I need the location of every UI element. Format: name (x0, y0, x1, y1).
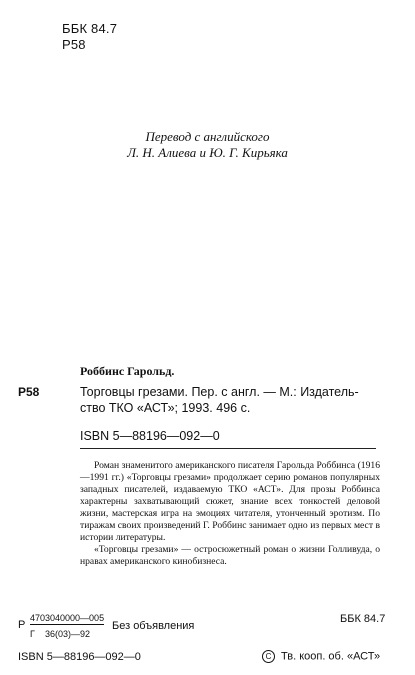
bibliographic-line-2: ство ТКО «АСТ»; 1993. 496 с. (80, 401, 251, 415)
copyright (262, 650, 380, 663)
author-heading: Роббинс Гарольд. (80, 364, 175, 378)
annotation-paragraph-2: «Торговцы грезами» — остросюжетный роман о жизни Голливуда, о нравах американского кинобизнеса. (80, 544, 380, 567)
footer-isbn: ISBN 5—88196—092—0 (18, 651, 141, 663)
footer-code-line-1: 4703040000—005 (30, 613, 105, 623)
copyright-holder: Тв. кооп. об. «АСТ» (281, 650, 381, 663)
translators: Л. Н. Алиева и Ю. Г. Кирьяка (127, 145, 288, 160)
bbk-code: ББК 84.7 (62, 21, 118, 36)
annotation-paragraph-1: Роман знаменитого американского писателя Гарольда Роббинса (1916—1991 гг.) «Торговцы грезами» продолжает серию романов популярных западных писателей, издаваемую ТКО «АСТ». Для прозы Роббинса характерны захватывающий сюжет, знание всех тонкостей деловой жизни, мастерская игра на эмоциях читателя, утонченный эротизм. По тиражам своих произведений Г. Роббинс занимает одно из первых мест в истории литературы. (80, 460, 380, 543)
index-code: Р58 (18, 385, 40, 399)
copyright-icon: C (262, 650, 275, 663)
footer-code-line-2-prefix: Г (30, 629, 35, 639)
catalog-code: Р58 (62, 37, 86, 52)
no-advertising: Без объявления (112, 620, 195, 632)
footer-r-letter: Р (18, 619, 26, 631)
divider (80, 448, 376, 449)
bibliographic-line-1: Торговцы грезами. Пер. с англ. — М.: Издатель- (80, 385, 359, 399)
translation-credit: Перевод с английского (145, 129, 270, 144)
isbn: ISBN 5—88196—092—0 (80, 429, 220, 443)
footer-bbk: ББК 84.7 (340, 613, 386, 625)
footer-code-line-2: 36(03)—92 (45, 629, 91, 639)
annotation (80, 460, 380, 568)
